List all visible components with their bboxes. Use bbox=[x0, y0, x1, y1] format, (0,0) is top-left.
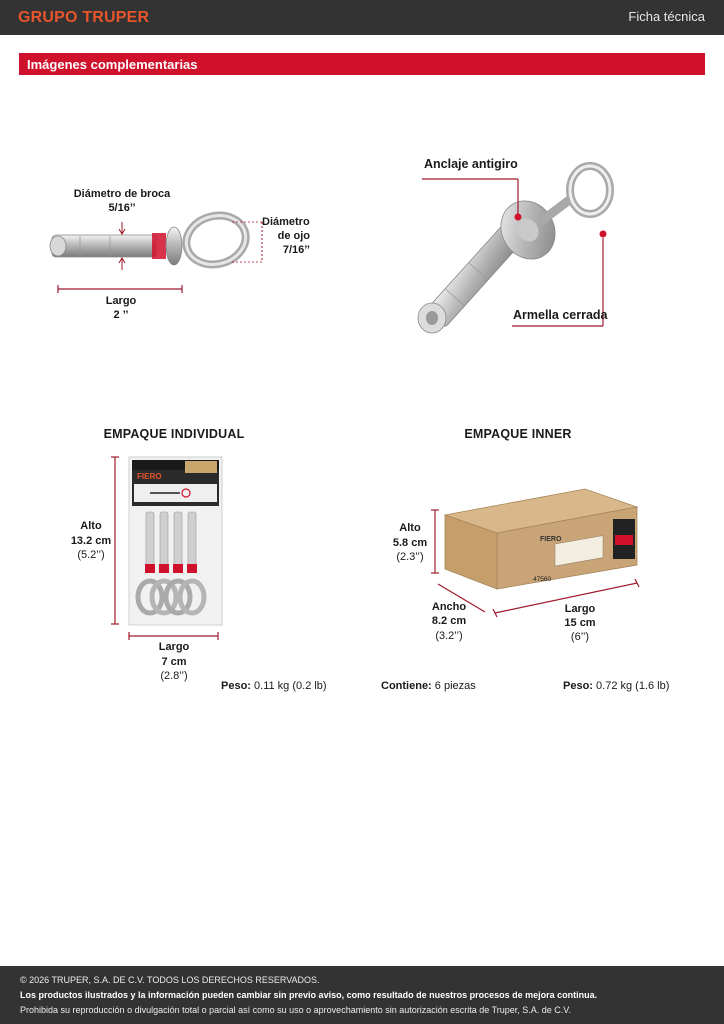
box-code: 47560 bbox=[533, 576, 552, 583]
individual-package-title: EMPAQUE INDIVIDUAL bbox=[103, 427, 245, 441]
inner-contents-label: Contiene: bbox=[381, 680, 432, 692]
inner-height-imperial: (2.3’’) bbox=[396, 551, 424, 563]
individual-length-value: 7 cm bbox=[161, 656, 187, 668]
inner-contents bbox=[381, 680, 476, 693]
document-type: Ficha técnica bbox=[628, 9, 705, 24]
inner-weight-value: 0.72 kg (1.6 lb) bbox=[596, 680, 670, 692]
footer-prohibition: Prohibida su reproducción o divulgación total o parcial así como su uso o aprovechamiento sin autorización escrita de Truper, S.A. de C.V. bbox=[20, 1005, 571, 1015]
section-title: Imágenes complementarias bbox=[27, 57, 198, 72]
individual-weight-label: Peso: bbox=[221, 680, 251, 692]
callout-anti-rotation: Anclaje antigiro bbox=[424, 157, 518, 171]
anchor-length-label: Largo bbox=[105, 295, 137, 307]
eye-diameter-value: 7/16’’ bbox=[282, 244, 310, 256]
footer-copyright: © 2026 TRUPER, S.A. DE C.V. TODOS LOS DERECHOS RESERVADOS. bbox=[20, 975, 320, 985]
anchor-washer bbox=[166, 227, 182, 265]
individual-length-imperial: (2.8’’) bbox=[160, 670, 188, 682]
individual-height-imperial: (5.2’’) bbox=[77, 549, 105, 561]
anchor-length-value: 2 ’’ bbox=[113, 309, 129, 321]
drill-diameter-label: Diámetro de broca bbox=[73, 188, 171, 200]
inner-length-imperial: (6’’) bbox=[570, 631, 590, 643]
anchor-sleeve bbox=[52, 235, 156, 257]
individual-length-label: Largo bbox=[158, 641, 190, 653]
inner-length-label: Largo bbox=[564, 603, 596, 615]
inner-width-label: Ancho bbox=[431, 601, 467, 613]
page-footer bbox=[0, 966, 724, 1024]
inner-height-label: Alto bbox=[399, 522, 421, 534]
inner-width-value: 8.2 cm bbox=[431, 615, 467, 627]
inner-package-brand: FIERO bbox=[540, 536, 562, 543]
inner-package-title: EMPAQUE INNER bbox=[464, 427, 572, 441]
individual-height-value: 13.2 cm bbox=[70, 535, 112, 547]
inner-width-imperial: (3.2’’) bbox=[435, 630, 463, 642]
eye-diameter-label-2: de ojo bbox=[277, 230, 310, 242]
inner-package-figure bbox=[425, 485, 645, 620]
drill-diameter-value: 5/16’’ bbox=[108, 202, 136, 214]
individual-package-figure bbox=[100, 452, 230, 644]
page-header bbox=[0, 0, 724, 35]
inner-contents-value: 6 piezas bbox=[434, 680, 476, 692]
inner-weight bbox=[563, 680, 669, 693]
brand-logo: GRUPO TRUPER bbox=[18, 9, 150, 26]
footer-notice: Los productos ilustrados y la información pueden cambiar sin previo aviso, como resultado de nuestros procesos de mejora continua. bbox=[20, 990, 598, 1000]
inner-weight-label: Peso: bbox=[563, 680, 593, 692]
individual-package-brand: FIERO bbox=[137, 472, 162, 481]
inner-length-value: 15 cm bbox=[564, 617, 596, 629]
anchor-tip bbox=[50, 236, 66, 256]
anchor-red-collar bbox=[152, 233, 166, 259]
inner-height-value: 5.8 cm bbox=[392, 537, 428, 549]
individual-height-label: Alto bbox=[80, 520, 102, 532]
callout-closed-eye: Armella cerrada bbox=[513, 308, 608, 322]
section-header bbox=[19, 53, 705, 75]
individual-weight-value: 0.11 kg (0.2 lb) bbox=[254, 680, 327, 692]
individual-weight bbox=[221, 680, 327, 693]
eye-diameter-label-1: Diámetro bbox=[262, 216, 310, 228]
anchor-dimension-figure bbox=[40, 200, 280, 300]
